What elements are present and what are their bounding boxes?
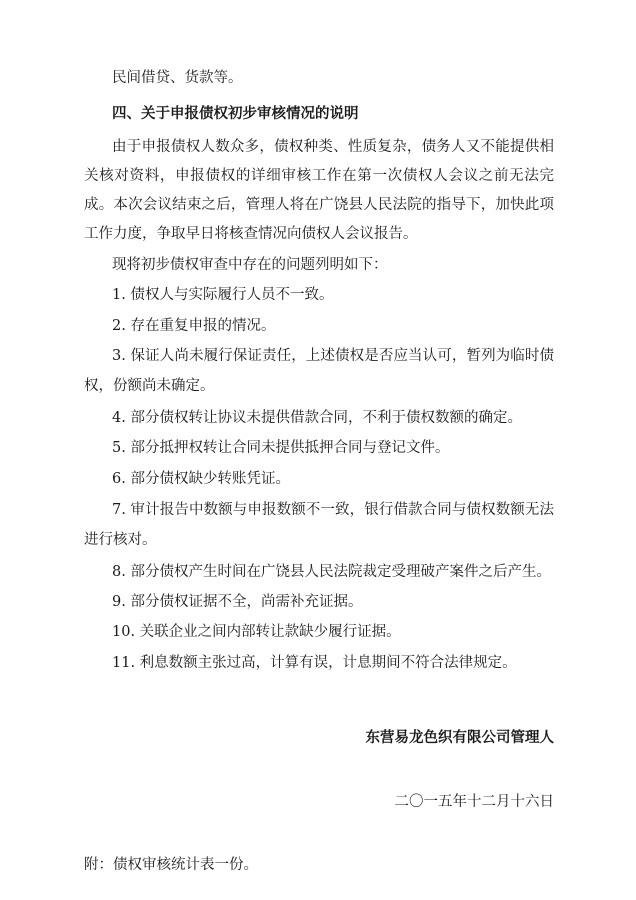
date: 二〇一五年十二月十六日 xyxy=(394,794,554,810)
list-item-continuation: 进行核对。 xyxy=(84,532,157,548)
paragraph-line: 民间借贷、货款等。 xyxy=(112,70,243,86)
list-item-continuation: 权，份额尚未确定。 xyxy=(84,378,215,394)
list-item: 8. 部分债权产生时间在广饶县人民法院裁定受理破产案件之后产生。 xyxy=(112,564,551,580)
signature: 东营易龙色织有限公司管理人 xyxy=(365,729,554,746)
list-item: 2. 存在重复申报的情况。 xyxy=(112,318,276,334)
list-item: 1. 债权人与实际履行人员不一致。 xyxy=(112,287,334,303)
paragraph-line: 成。本次会议结束之后，管理人将在广饶县人民法院的指导下，加快此项 xyxy=(84,197,554,213)
list-item: 11. 利息数额主张过高，计算有误，计息期间不符合法律规定。 xyxy=(112,655,517,671)
list-item: 3. 保证人尚未履行保证责任，上述债权是否应当认可，暂列为临时债 xyxy=(112,348,554,364)
list-item: 5. 部分抵押权转让合同未提供抵押合同与登记文件。 xyxy=(112,440,450,456)
paragraph-line: 关核对资料，申报债权的详细审核工作在第一次债权人会议之前无法完 xyxy=(84,168,554,184)
section-heading: 四、关于申报债权初步审核情况的说明 xyxy=(112,105,359,122)
attachment-note: 附：债权审核统计表一份。 xyxy=(84,857,258,873)
list-item: 9. 部分债权证据不全，尚需补充证据。 xyxy=(112,594,363,610)
paragraph-line: 现将初步债权审查中存在的问题列明如下： xyxy=(112,257,388,273)
list-item: 6. 部分债权缺少转账凭证。 xyxy=(112,471,290,487)
list-item: 7. 审计报告中数额与申报数额不一致，银行借款合同与债权数额无法 xyxy=(112,502,554,518)
list-item: 10. 关联企业之间内部转让款缺少履行证据。 xyxy=(112,624,401,640)
paragraph-line: 工作力度，争取早日将核查情况向债权人会议报告。 xyxy=(84,226,418,242)
list-item: 4. 部分债权转让协议未提供借款合同，不利于债权数额的确定。 xyxy=(112,410,522,426)
paragraph-line: 由于申报债权人数众多，债权种类、性质复杂，债务人又不能提供相 xyxy=(112,139,554,155)
